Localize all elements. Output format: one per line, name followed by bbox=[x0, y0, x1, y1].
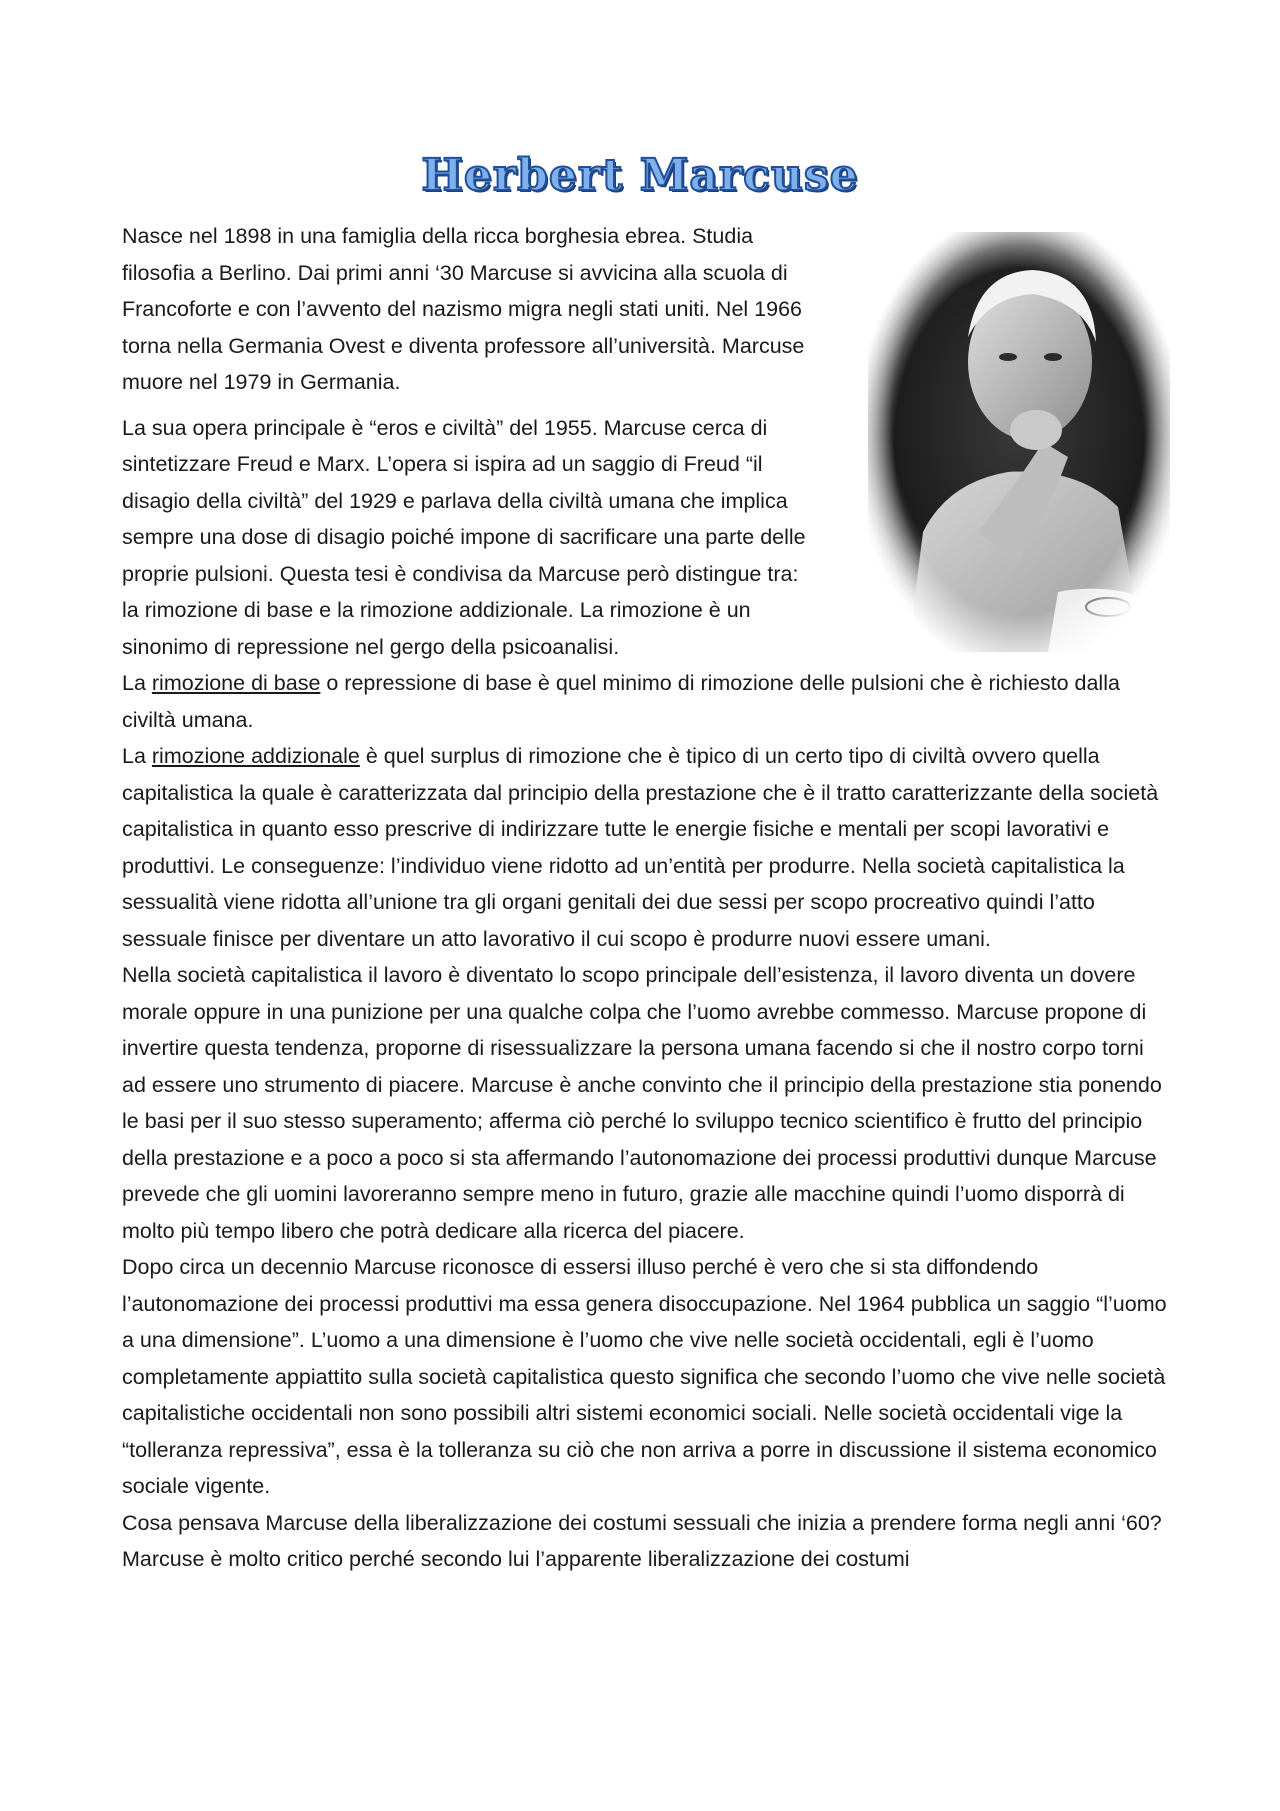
paragraph-lead: La bbox=[122, 744, 152, 768]
paragraph-lead: La bbox=[122, 671, 152, 695]
document-title: Herbert Marcuse bbox=[421, 150, 859, 201]
paragraph-liberalizzazione: Cosa pensava Marcuse della liberalizzazione dei costumi sessuali che inizia a prendere forma negli anni ‘60? Marcuse è molto critico perché secondo lui l’apparente liberalizzazione dei costumi bbox=[122, 1510, 1162, 1571]
paragraph-lavoro: Nella società capitalistica il lavoro è diventato lo scopo principale dell’esistenza, il lavoro diventa un dovere morale oppure in una punizione per una qualche colpa che l’uomo avrebbe commesso. Marcuse propone di invertire questa tendenza, proporne di risessualizzare la persona umana facendo si che il nostro corpo torni ad essere uno strumento di piacere. Marcuse è anche convinto che il principio della prestazione stia ponendo le basi per il suo stesso superamento; afferma ciò perché lo sviluppo tecnico scientifico è frutto del principio della prestazione e a poco a poco si sta affermando l’autonomazione dei processi produttivi dunque Marcuse prevede che gli uomini lavoreranno sempre meno in futuro, grazie alle macchine quindi l’uomo disporrà di molto più tempo libero che potrà dedicare alla ricerca del piacere. bbox=[122, 963, 1162, 1243]
document-body bbox=[122, 218, 1168, 1578]
paragraph-rimozione-di-base bbox=[122, 665, 1168, 738]
paragraph-eros-e-civilta: La sua opera principale è “eros e civiltà” del 1955. Marcuse cerca di sintetizzare Freud e Marx. L’opera si ispira ad un saggio di Freud “il disagio della civiltà” del 1929 e parlava della civiltà umana che implica sempre una dose di disagio poiché impone di sacrificare una parte delle proprie pulsioni. Questa tesi è condivisa da Marcuse però distingue tra: la rimozione di base e la rimozione addizionale. La rimozione è un sinonimo di repressione nel gergo della psicoanalisi. bbox=[122, 415, 806, 659]
paragraph-rest: o repressione di base è quel minimo di rimozione delle pulsioni che è richiesto dalla civiltà umana. bbox=[122, 671, 1120, 732]
term-rimozione-addizionale: rimozione addizionale bbox=[151, 744, 360, 768]
paragraph-rimozione-addizionale bbox=[122, 738, 1168, 957]
paragraph-biography: Nasce nel 1898 in una famiglia della ricca borghesia ebrea. Studia filosofia a Berlino. Dai primi anni ‘30 Marcuse si avvicina alla scuola di Francoforte e con l’avvento del nazismo migra negli stati uniti. Nel 1966 torna nella Germania Ovest e diventa professore all’università. Marcuse muore nel 1979 in Germania. bbox=[122, 224, 805, 394]
paragraph-rest: è quel surplus di rimozione che è tipico di un certo tipo di civiltà ovvero quella capitalistica la quale è caratterizzata dal principio della prestazione che è il tratto caratterizzante della società capitalistica in quanto esso prescrive di indirizzare tutte le energie fisiche e mentali per scopi lavorativi e produttivi. Le conseguenze: l’individuo viene ridotto ad un’entità per produrre. Nella società capitalistica la sessualità viene ridotta all’unione tra gli organi genitali dei due sessi per scopo procreativo quindi l’atto sessuale finisce per diventare un atto lavorativo il cui scopo è produrre nuovi essere umani. bbox=[122, 744, 1159, 951]
term-rimozione-di-base: rimozione di base bbox=[151, 671, 321, 695]
paragraph-uomo-a-una-dimensione: Dopo circa un decennio Marcuse riconosce di essersi illuso perché è vero che si sta diffondendo l’autonomazione dei processi produttivi ma essa genera disoccupazione. Nel 1964 pubblica un saggio “l’uomo a una dimensione”. L’uomo a una dimensione è l’uomo che vive nelle società occidentali, egli è l’uomo completamente appiattito sulla società capitalistica questo significa che secondo l’uomo che vive nelle società capitalistiche occidentali non sono possibili altri sistemi economici sociali. Nelle società occidentali vige la “tolleranza repressiva”, essa è la tolleranza su ciò che non arriva a porre in discussione il sistema economico sociale vigente. bbox=[122, 1255, 1167, 1498]
